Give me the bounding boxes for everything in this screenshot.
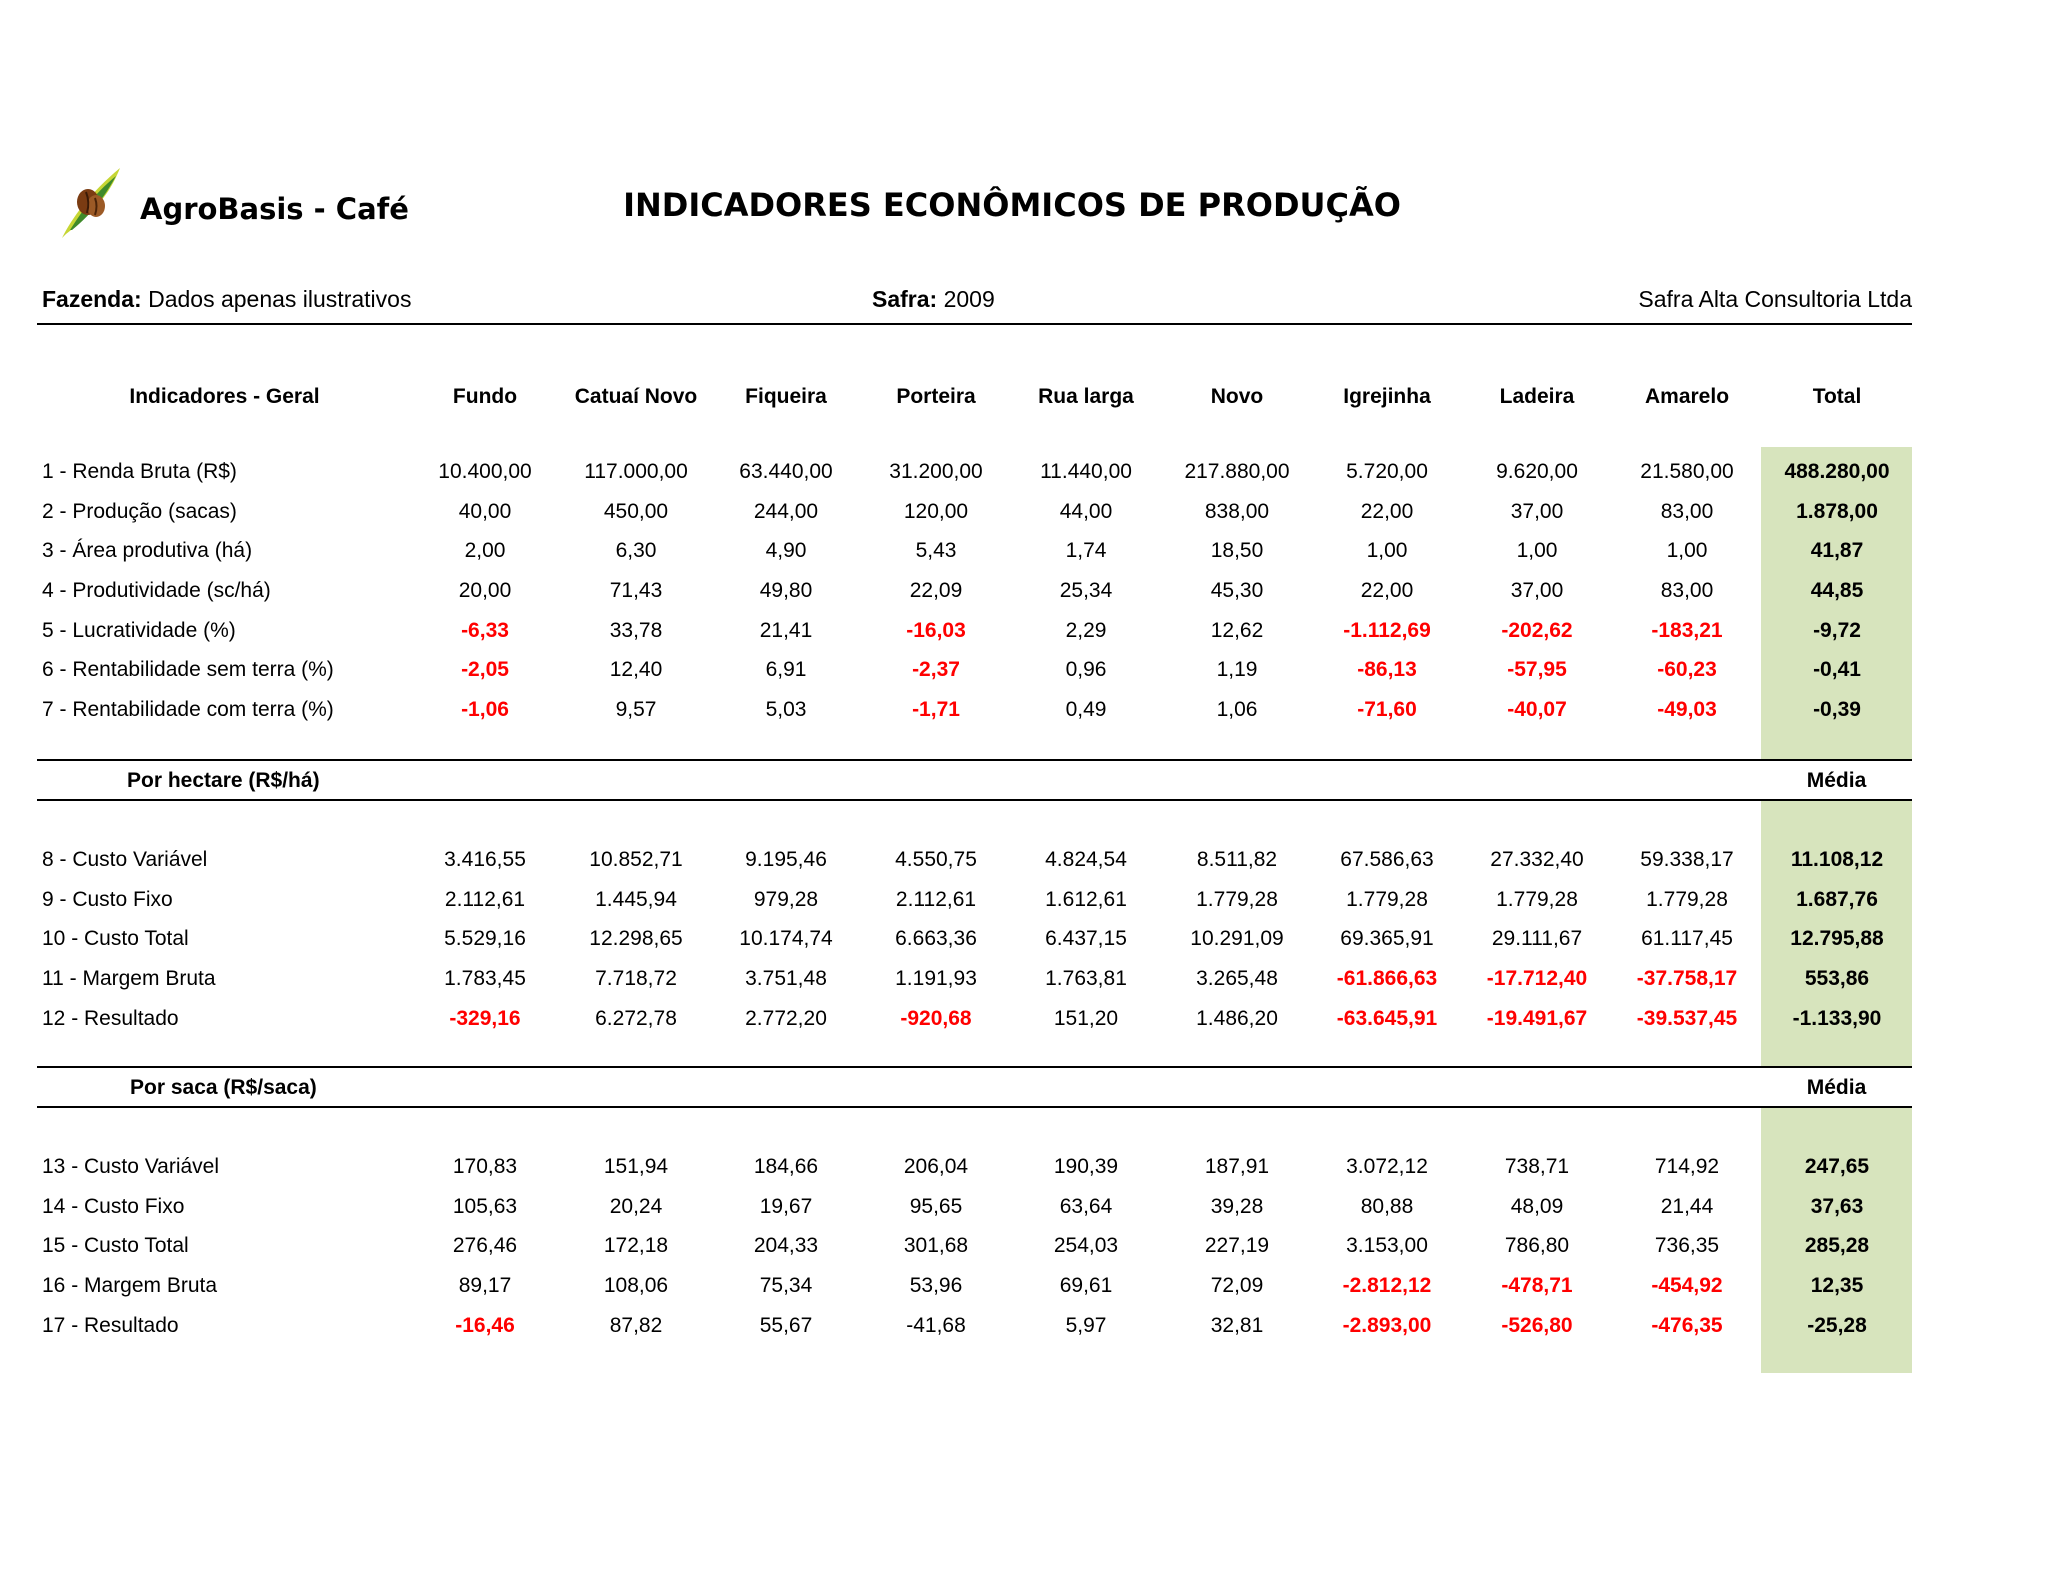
- table-cell: 63.440,00: [739, 460, 833, 483]
- row-label: 17 - Resultado: [42, 1314, 179, 1337]
- table-row: [0, 1195, 2048, 1231]
- table-cell: 39,28: [1210, 1195, 1264, 1218]
- table-cell: 67.586,63: [1340, 848, 1434, 871]
- table-cell: 10.400,00: [438, 460, 532, 483]
- table-cell: 22,00: [1360, 500, 1414, 523]
- table-cell: 37,00: [1510, 579, 1564, 602]
- table-cell: 105,63: [452, 1195, 518, 1218]
- table-cell: 184,66: [753, 1155, 819, 1178]
- table-row: [0, 539, 2048, 575]
- table-cell: 9,57: [615, 698, 657, 721]
- table-cell: 1,74: [1065, 539, 1107, 562]
- agrobasis-logo-icon: [60, 168, 122, 238]
- top-divider: [37, 323, 1912, 325]
- column-header: Igrejinha: [1343, 385, 1431, 408]
- table-cell: -1.112,69: [1343, 619, 1431, 642]
- table-row: [0, 1314, 2048, 1350]
- table-cell: 19,67: [759, 1195, 813, 1218]
- table-cell: -1,06: [461, 698, 509, 721]
- table-cell: 18,50: [1210, 539, 1264, 562]
- row-label: 8 - Custo Variável: [42, 848, 208, 871]
- company-name: Safra Alta Consultoria Ltda: [1638, 286, 1912, 312]
- harvest-value: 2009: [943, 286, 995, 312]
- table-row: [0, 1007, 2048, 1043]
- table-cell: 1,00: [1666, 539, 1708, 562]
- table-cell: 5,97: [1065, 1314, 1107, 1337]
- table-cell: 2,29: [1065, 619, 1107, 642]
- table-cell: 10.174,74: [739, 927, 833, 950]
- table-cell: -61.866,63: [1336, 967, 1438, 990]
- table-cell: 44,00: [1059, 500, 1113, 523]
- table-cell: 1,06: [1216, 698, 1258, 721]
- table-cell: 45,30: [1210, 579, 1264, 602]
- table-cell: -71,60: [1357, 698, 1417, 721]
- table-cell: 170,83: [452, 1155, 518, 1178]
- column-header: Rua larga: [1038, 385, 1134, 408]
- table-cell: 5.529,16: [444, 927, 526, 950]
- table-cell: -1,71: [912, 698, 960, 721]
- table-cell: -476,35: [1651, 1314, 1723, 1337]
- column-header: Fundo: [452, 385, 518, 408]
- table-cell: 69.365,91: [1340, 927, 1434, 950]
- row-label: 6 - Rentabilidade sem terra (%): [42, 658, 334, 681]
- table-cell: 0,49: [1065, 698, 1107, 721]
- header-row: [0, 385, 2048, 421]
- table-cell: 979,28: [753, 888, 819, 911]
- table-cell: 75,34: [759, 1274, 813, 1297]
- info-line: [42, 286, 1912, 316]
- table-cell: -60,23: [1657, 658, 1717, 681]
- table-row: [0, 967, 2048, 1003]
- table-cell: 301,68: [903, 1234, 969, 1257]
- header-label: Indicadores - Geral: [129, 385, 320, 408]
- row-label: 15 - Custo Total: [42, 1234, 189, 1257]
- row-label: 4 - Produtividade (sc/há): [42, 579, 271, 602]
- total-cell: -0,39: [1813, 698, 1861, 721]
- table-cell: 83,00: [1660, 579, 1714, 602]
- table-cell: -329,16: [449, 1007, 521, 1030]
- table-row: [0, 927, 2048, 963]
- total-cell: 1.878,00: [1796, 500, 1878, 523]
- table-cell: 10.291,09: [1190, 927, 1284, 950]
- table-cell: 49,80: [759, 579, 813, 602]
- table-cell: 3.153,00: [1346, 1234, 1428, 1257]
- table-cell: 187,91: [1204, 1155, 1270, 1178]
- table-cell: 83,00: [1660, 500, 1714, 523]
- table-cell: 20,00: [458, 579, 512, 602]
- section2-bottom-line: [37, 799, 1912, 801]
- table-cell: 1.612,61: [1045, 888, 1127, 911]
- table-cell: -202,62: [1501, 619, 1573, 642]
- table-cell: 2.112,61: [444, 888, 526, 911]
- total-cell: 41,87: [1810, 539, 1864, 562]
- total-cell: 44,85: [1810, 579, 1864, 602]
- total-cell: 1.687,76: [1796, 888, 1878, 911]
- column-header: Porteira: [896, 385, 976, 408]
- table-row: [0, 619, 2048, 655]
- table-cell: -57,95: [1507, 658, 1567, 681]
- table-cell: 21,41: [759, 619, 813, 642]
- table-cell: 11.440,00: [1040, 460, 1132, 483]
- table-cell: -2.893,00: [1342, 1314, 1432, 1337]
- table-cell: 6,91: [765, 658, 807, 681]
- table-cell: -19.491,67: [1486, 1007, 1588, 1030]
- table-cell: -40,07: [1507, 698, 1567, 721]
- table-cell: 72,09: [1210, 1274, 1264, 1297]
- row-label: 11 - Margem Bruta: [42, 967, 216, 990]
- table-cell: 3.265,48: [1196, 967, 1278, 990]
- table-cell: 89,17: [458, 1274, 512, 1297]
- table-row: [0, 1234, 2048, 1270]
- table-cell: 31.200,00: [889, 460, 983, 483]
- total-cell: 11.108,12: [1790, 848, 1884, 871]
- table-cell: 8.511,82: [1196, 848, 1278, 871]
- total-cell: 12,35: [1810, 1274, 1864, 1297]
- total-cell: -25,28: [1807, 1314, 1867, 1337]
- row-label: 2 - Produção (sacas): [42, 500, 237, 523]
- total-cell: 12.795,88: [1790, 927, 1884, 950]
- table-cell: 227,19: [1204, 1234, 1270, 1257]
- row-label: 5 - Lucratividade (%): [42, 619, 236, 642]
- column-header: Catuaí Novo: [574, 385, 698, 408]
- table-row: [0, 1274, 2048, 1310]
- total-cell: 285,28: [1804, 1234, 1870, 1257]
- page-title: INDICADORES ECONÔMICOS DE PRODUÇÃO: [623, 186, 1401, 224]
- table-cell: -63.645,91: [1336, 1007, 1438, 1030]
- table-cell: -16,46: [455, 1314, 515, 1337]
- column-header: Amarelo: [1644, 385, 1730, 408]
- table-cell: 9.620,00: [1496, 460, 1578, 483]
- table-cell: 2.772,20: [745, 1007, 827, 1030]
- table-cell: 6,30: [615, 539, 657, 562]
- table-cell: 95,65: [909, 1195, 963, 1218]
- table-cell: 276,46: [452, 1234, 518, 1257]
- section3-top-line: [37, 1066, 1912, 1068]
- table-cell: 450,00: [603, 500, 669, 523]
- section2-top-line: [37, 759, 1912, 761]
- column-header: Total: [1812, 385, 1862, 408]
- table-cell: -526,80: [1501, 1314, 1573, 1337]
- column-header: Fiqueira: [745, 385, 827, 408]
- table-cell: 21.580,00: [1640, 460, 1734, 483]
- table-row: [0, 848, 2048, 884]
- table-cell: 2.112,61: [895, 888, 977, 911]
- section3-bottom-line: [37, 1106, 1912, 1108]
- table-row: [0, 579, 2048, 615]
- table-cell: 217.880,00: [1184, 460, 1290, 483]
- harvest-label: Safra:: [872, 286, 938, 312]
- table-cell: 55,67: [759, 1314, 813, 1337]
- farm-label: Fazenda:: [42, 286, 142, 312]
- total-cell: 488.280,00: [1784, 460, 1890, 483]
- table-cell: 10.852,71: [589, 848, 683, 871]
- table-cell: -17.712,40: [1486, 967, 1588, 990]
- total-cell: 37,63: [1810, 1195, 1864, 1218]
- total-cell: 247,65: [1804, 1155, 1870, 1178]
- table-cell: 22,00: [1360, 579, 1414, 602]
- table-row: [0, 500, 2048, 536]
- total-cell: -9,72: [1813, 619, 1861, 642]
- farm-value: Dados apenas ilustrativos: [148, 286, 412, 312]
- table-cell: 1.779,28: [1496, 888, 1578, 911]
- table-cell: 151,20: [1053, 1007, 1119, 1030]
- column-header: Novo: [1210, 385, 1264, 408]
- table-cell: 12,62: [1210, 619, 1264, 642]
- table-cell: -37.758,17: [1636, 967, 1738, 990]
- total-cell: -1.133,90: [1792, 1007, 1882, 1030]
- section2-title: Por hectare (R$/há): [127, 769, 320, 792]
- table-cell: 3.072,12: [1346, 1155, 1428, 1178]
- table-cell: 738,71: [1504, 1155, 1570, 1178]
- table-cell: 9.195,46: [745, 848, 827, 871]
- table-cell: 1,00: [1516, 539, 1558, 562]
- table-cell: 0,96: [1065, 658, 1107, 681]
- row-label: 7 - Rentabilidade com terra (%): [42, 698, 334, 721]
- table-cell: -41,68: [906, 1314, 966, 1337]
- table-cell: 27.332,40: [1490, 848, 1584, 871]
- farm-info: [42, 286, 411, 313]
- table-cell: 59.338,17: [1640, 848, 1734, 871]
- table-cell: 63,64: [1059, 1195, 1113, 1218]
- table-cell: 1,00: [1366, 539, 1408, 562]
- table-cell: -6,33: [461, 619, 509, 642]
- row-label: 10 - Custo Total: [42, 927, 189, 950]
- row-label: 14 - Custo Fixo: [42, 1195, 185, 1218]
- table-cell: 204,33: [753, 1234, 819, 1257]
- table-cell: 4.550,75: [895, 848, 977, 871]
- table-cell: 32,81: [1210, 1314, 1264, 1337]
- row-label: 16 - Margem Bruta: [42, 1274, 218, 1297]
- table-cell: 1.763,81: [1045, 967, 1127, 990]
- table-cell: 25,34: [1059, 579, 1113, 602]
- table-cell: 4,90: [765, 539, 807, 562]
- table-cell: 6.272,78: [595, 1007, 677, 1030]
- table-cell: 12,40: [609, 658, 663, 681]
- table-cell: 7.718,72: [595, 967, 677, 990]
- table-cell: -39.537,45: [1636, 1007, 1738, 1030]
- table-cell: 172,18: [603, 1234, 669, 1257]
- table-cell: 71,43: [609, 579, 663, 602]
- row-label: 13 - Custo Variável: [42, 1155, 220, 1178]
- section2-total-title: Média: [1806, 769, 1867, 792]
- table-cell: -920,68: [900, 1007, 972, 1030]
- table-cell: 1.191,93: [895, 967, 977, 990]
- table-cell: -454,92: [1651, 1274, 1723, 1297]
- table-cell: 206,04: [903, 1155, 969, 1178]
- table-row: [0, 698, 2048, 734]
- table-cell: -49,03: [1657, 698, 1717, 721]
- table-cell: 12.298,65: [589, 927, 683, 950]
- table-row: [0, 888, 2048, 924]
- table-cell: 254,03: [1053, 1234, 1119, 1257]
- column-header: Ladeira: [1499, 385, 1575, 408]
- table-cell: 1.783,45: [444, 967, 526, 990]
- table-cell: 1.486,20: [1196, 1007, 1278, 1030]
- table-cell: 80,88: [1360, 1195, 1414, 1218]
- table-cell: 714,92: [1654, 1155, 1720, 1178]
- table-cell: -478,71: [1501, 1274, 1573, 1297]
- table-cell: 4.824,54: [1045, 848, 1127, 871]
- table-cell: 5.720,00: [1346, 460, 1428, 483]
- table-cell: -2.812,12: [1342, 1274, 1432, 1297]
- table-cell: 6.437,15: [1045, 927, 1127, 950]
- table-cell: -2,05: [461, 658, 509, 681]
- table-cell: 21,44: [1660, 1195, 1714, 1218]
- table-cell: 61.117,45: [1641, 927, 1733, 950]
- total-cell: -0,41: [1813, 658, 1861, 681]
- table-cell: 1.445,94: [595, 888, 677, 911]
- table-cell: 69,61: [1059, 1274, 1113, 1297]
- table-cell: 40,00: [458, 500, 512, 523]
- table-cell: 736,35: [1654, 1234, 1720, 1257]
- table-cell: 1,19: [1216, 658, 1258, 681]
- harvest-info: [872, 286, 995, 313]
- table-cell: 37,00: [1510, 500, 1564, 523]
- section3-total-title: Média: [1806, 1076, 1867, 1099]
- table-cell: 244,00: [753, 500, 819, 523]
- brand-name: AgroBasis - Café: [140, 192, 409, 226]
- table-cell: 1.779,28: [1346, 888, 1428, 911]
- table-cell: 3.416,55: [444, 848, 526, 871]
- table-cell: 151,94: [603, 1155, 669, 1178]
- table-cell: 1.779,28: [1196, 888, 1278, 911]
- table-cell: 29.111,67: [1491, 927, 1583, 950]
- row-label: 1 - Renda Bruta (R$): [42, 460, 237, 483]
- table-cell: 33,78: [609, 619, 663, 642]
- row-label: 3 - Área produtiva (há): [42, 539, 253, 562]
- table-cell: -183,21: [1651, 619, 1723, 642]
- table-row: [0, 1155, 2048, 1191]
- table-cell: 786,80: [1504, 1234, 1570, 1257]
- total-cell: 553,86: [1804, 967, 1870, 990]
- table-cell: 108,06: [603, 1274, 669, 1297]
- table-cell: 1.779,28: [1646, 888, 1728, 911]
- section3-title: Por saca (R$/saca): [130, 1076, 317, 1099]
- table-cell: -2,37: [912, 658, 960, 681]
- table-row: [0, 460, 2048, 496]
- row-label: 12 - Resultado: [42, 1007, 179, 1030]
- table-cell: 838,00: [1204, 500, 1270, 523]
- table-cell: 117.000,00: [584, 460, 688, 483]
- table-cell: 190,39: [1053, 1155, 1119, 1178]
- table-row: [0, 658, 2048, 694]
- table-cell: 53,96: [909, 1274, 963, 1297]
- table-cell: 2,00: [464, 539, 506, 562]
- table-cell: 87,82: [609, 1314, 663, 1337]
- table-cell: 22,09: [909, 579, 963, 602]
- table-cell: -16,03: [906, 619, 966, 642]
- table-cell: -86,13: [1357, 658, 1417, 681]
- table-cell: 120,00: [903, 500, 969, 523]
- row-label: 9 - Custo Fixo: [42, 888, 173, 911]
- table-cell: 3.751,48: [745, 967, 827, 990]
- table-cell: 5,43: [915, 539, 957, 562]
- table-cell: 48,09: [1510, 1195, 1564, 1218]
- table-cell: 6.663,36: [895, 927, 977, 950]
- table-cell: 20,24: [609, 1195, 663, 1218]
- table-cell: 5,03: [765, 698, 807, 721]
